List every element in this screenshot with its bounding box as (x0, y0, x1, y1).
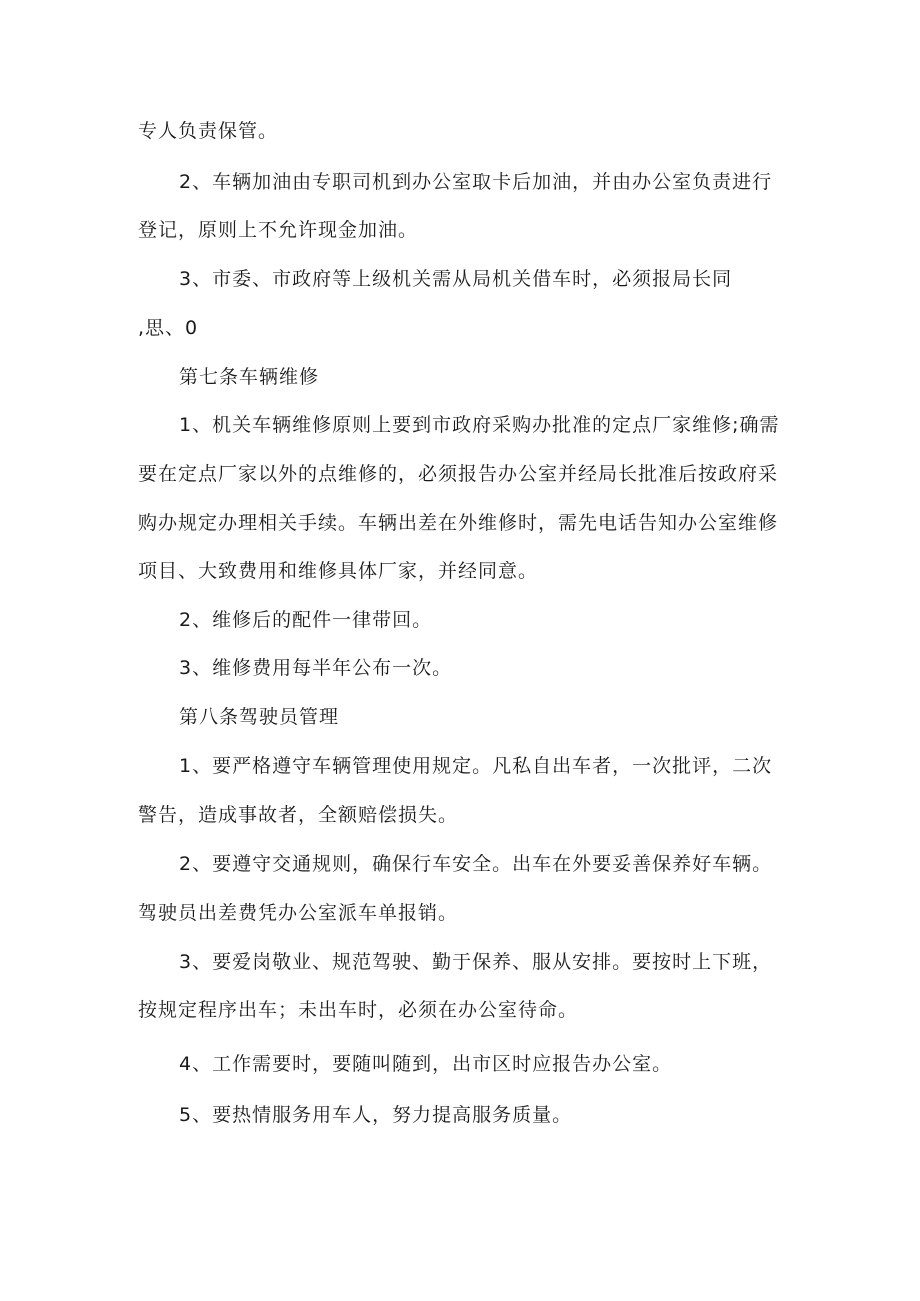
text-line: 1、机关车辆维修原则上要到市政府采购办批准的定点厂家维修;确需 (179, 414, 780, 436)
text-line: 3、要爱岗敬业、规范驾驶、勤于保养、服从安排。要按时上下班， (179, 951, 773, 973)
text-line: 3、维修费用每半年公布一次。 (179, 657, 453, 679)
text-line: 2、要遵守交通规则，确保行车安全。出车在外要妥善保养好车辆。 (179, 853, 773, 875)
section-heading: 第七条车辆维修 (179, 366, 320, 388)
text-line: 项目、大致费用和维修具体厂家，并经同意。 (138, 560, 539, 582)
text-line: 5、要热情服务用车人，努力提高服务质量。 (179, 1104, 573, 1126)
text-line: 4、工作需要时，要随叫随到，出市区时应报告办公室。 (179, 1053, 673, 1075)
text-line: 3、市委、市政府等上级机关需从局机关借车时，必须报局长同 (179, 268, 733, 290)
text-line: 购办规定办理相关手续。车辆出差在外维修时，需先电话告知办公室维修 (138, 512, 779, 534)
text-line: 按规定程序出车；未出车时，必须在办公室待命。 (138, 999, 579, 1021)
text-line: 1、要严格遵守车辆管理使用规定。凡私自出车者，一次批评，二次 (179, 755, 773, 777)
section-heading: 第八条驾驶员管理 (179, 706, 340, 728)
text-line: 要在定点厂家以外的点维修的，必须报告办公室并经局长批准后按政府采 (138, 463, 779, 485)
text-line: 专人负责保管。 (138, 120, 279, 142)
text-line: 2、维修后的配件一律带回。 (179, 609, 433, 631)
text-line: 警告，造成事故者，全额赔偿损失。 (138, 804, 459, 826)
text-line: ,思、0 (138, 317, 199, 339)
text-line: 驾驶员出差费凭办公室派车单报销。 (138, 902, 459, 924)
text-line: 2、车辆加油由专职司机到办公室取卡后加油，并由办公室负责进行 (179, 171, 773, 193)
text-line: 登记，原则上不允许现金加油。 (138, 219, 419, 241)
